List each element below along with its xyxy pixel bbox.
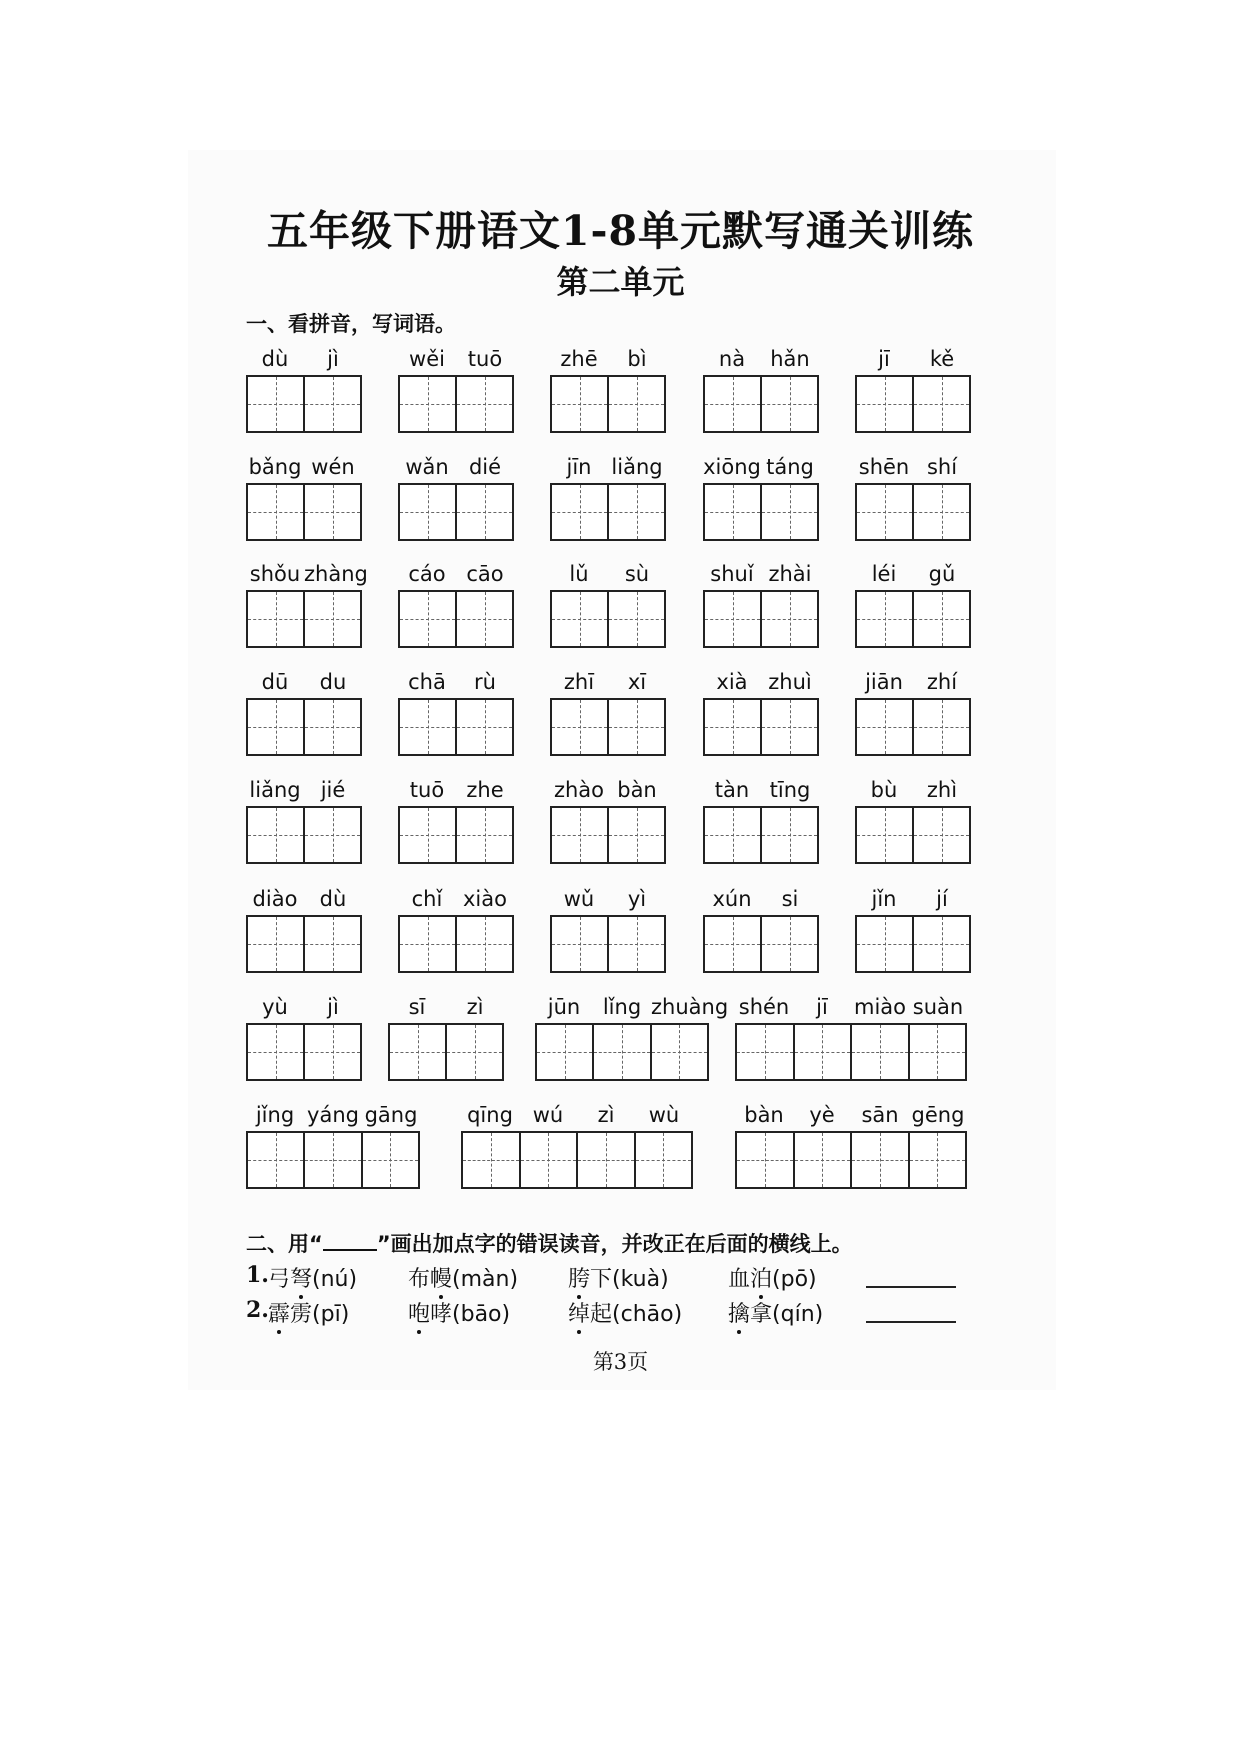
writing-boxes[interactable]	[703, 915, 819, 973]
writing-boxes[interactable]	[246, 806, 362, 864]
writing-boxes[interactable]	[398, 483, 514, 541]
word-item	[703, 347, 819, 435]
pinyin-syllable: shén	[738, 995, 790, 1019]
pinyin-syllable: zhí	[926, 670, 958, 694]
tianzige-cell[interactable]	[914, 700, 969, 754]
pinyin-syllable: zhī	[563, 670, 595, 694]
pinyin-reading: (bāo)	[452, 1302, 511, 1327]
tianzige-cell[interactable]	[578, 1133, 636, 1187]
pinyin-syllable: léi	[871, 562, 897, 586]
question-number: 1.	[246, 1262, 269, 1288]
word-item	[246, 562, 368, 650]
pinyin-syllable: zì	[597, 1103, 615, 1127]
tianzige-cell[interactable]	[457, 917, 512, 971]
pinyin-syllable: shuǐ	[710, 562, 754, 586]
pinyin-syllable: wǎn	[405, 455, 449, 479]
tianzige-cell[interactable]	[248, 592, 305, 646]
pinyin-syllable: jǐng	[255, 1103, 295, 1127]
tianzige-cell[interactable]	[795, 1133, 853, 1187]
pinyin-syllable: lǐng	[602, 995, 642, 1019]
tianzige-cell[interactable]	[400, 592, 457, 646]
word-item	[855, 670, 971, 758]
pinyin-syllable: liǎng	[611, 455, 663, 479]
tianzige-cell[interactable]	[363, 1133, 418, 1187]
pinyin-syllable: jié	[320, 778, 346, 802]
pinyin-syllable: zhì	[926, 778, 958, 802]
pinyin-syllable: shí	[926, 455, 958, 479]
tianzige-cell[interactable]	[457, 485, 512, 539]
writing-boxes[interactable]	[398, 590, 514, 648]
tianzige-cell[interactable]	[705, 917, 762, 971]
character: 拿	[750, 1302, 773, 1327]
pinyin-syllable: zhe	[466, 778, 504, 802]
word-item	[398, 347, 514, 435]
pinyin-syllable: dié	[468, 455, 502, 479]
pinyin-syllable: bàn	[617, 778, 657, 802]
word-with-reading	[568, 1297, 682, 1328]
writing-boxes[interactable]	[550, 915, 666, 973]
underline-sample	[323, 1249, 377, 1251]
tianzige-cell[interactable]	[305, 700, 360, 754]
tianzige-cell[interactable]	[552, 808, 609, 862]
tianzige-cell[interactable]	[248, 700, 305, 754]
tianzige-cell[interactable]	[552, 592, 609, 646]
word-item	[398, 778, 514, 866]
pinyin-syllable: jī	[878, 347, 890, 371]
writing-boxes[interactable]	[246, 1131, 420, 1189]
pinyin-reading: (chāo)	[612, 1302, 683, 1327]
word-item	[855, 455, 971, 543]
word-item	[461, 1103, 693, 1191]
writing-boxes[interactable]	[398, 698, 514, 756]
pinyin-syllable: zhàng	[304, 562, 368, 586]
pinyin-syllable: suàn	[912, 995, 964, 1019]
pinyin-syllable: bì	[627, 347, 647, 371]
dotted-character: 幔	[430, 1262, 452, 1293]
word-with-reading	[728, 1297, 823, 1328]
word-item	[855, 562, 971, 650]
pinyin-syllable: nà	[718, 347, 746, 371]
tianzige-cell[interactable]	[609, 808, 664, 862]
tianzige-cell[interactable]	[910, 1025, 966, 1079]
tianzige-cell[interactable]	[400, 700, 457, 754]
pinyin-syllable: cāo	[466, 562, 504, 586]
pinyin-syllable: diào	[252, 887, 298, 911]
tianzige-cell[interactable]	[552, 700, 609, 754]
pinyin-syllable: rù	[474, 670, 496, 694]
pinyin-syllable: chā	[408, 670, 446, 694]
tianzige-cell[interactable]	[705, 808, 762, 862]
word-item	[246, 347, 362, 435]
pinyin-syllable: kě	[929, 347, 955, 371]
word-item	[550, 562, 666, 650]
tianzige-cell[interactable]	[857, 485, 914, 539]
dotted-character: 擒	[728, 1297, 750, 1328]
writing-boxes[interactable]	[388, 1023, 504, 1081]
writing-boxes[interactable]	[735, 1131, 967, 1189]
pinyin-syllable: wěi	[409, 347, 445, 371]
word-item	[703, 670, 819, 758]
pinyin-syllable: wú	[532, 1103, 564, 1127]
pinyin-reading: (màn)	[452, 1267, 519, 1292]
tianzige-cell[interactable]	[305, 485, 360, 539]
writing-boxes[interactable]	[703, 375, 819, 433]
character: 血	[728, 1267, 751, 1292]
word-item	[398, 887, 514, 975]
word-item	[550, 455, 666, 543]
character: 布	[408, 1267, 431, 1292]
tianzige-cell[interactable]	[552, 485, 609, 539]
tianzige-cell[interactable]	[400, 917, 457, 971]
word-item	[550, 778, 666, 866]
pinyin-syllable: tuō	[409, 778, 445, 802]
pinyin-syllable: sī	[408, 995, 426, 1019]
pinyin-syllable: yù	[262, 995, 288, 1019]
tianzige-cell[interactable]	[552, 917, 609, 971]
dotted-character: 霹	[268, 1297, 290, 1328]
writing-boxes[interactable]	[855, 375, 971, 433]
word-item	[855, 778, 971, 866]
writing-boxes[interactable]	[855, 806, 971, 864]
pinyin-syllable: yì	[627, 887, 647, 911]
pinyin-syllable: zhē	[560, 347, 598, 371]
pinyin-syllable: bǎng	[248, 455, 302, 479]
pinyin-syllable: tàn	[714, 778, 750, 802]
tianzige-cell[interactable]	[609, 700, 664, 754]
pinyin-syllable: lǔ	[569, 562, 589, 586]
pinyin-syllable: qīng	[467, 1103, 513, 1127]
writing-boxes[interactable]	[461, 1131, 693, 1189]
pinyin-syllable: jīn	[566, 455, 592, 479]
word-item	[550, 670, 666, 758]
pinyin-syllable: xún	[712, 887, 752, 911]
pinyin-reading: (kuà)	[612, 1267, 669, 1292]
pinyin-syllable: si	[781, 887, 799, 911]
pinyin-syllable: sān	[861, 1103, 899, 1127]
pinyin-syllable: wù	[648, 1103, 680, 1127]
pinyin-reading: (pō)	[772, 1267, 817, 1292]
tianzige-cell[interactable]	[305, 1133, 362, 1187]
tianzige-cell[interactable]	[914, 592, 969, 646]
writing-boxes[interactable]	[550, 375, 666, 433]
writing-boxes[interactable]	[550, 590, 666, 648]
writing-boxes[interactable]	[398, 915, 514, 973]
pinyin-syllable: xià	[716, 670, 748, 694]
tianzige-cell[interactable]	[609, 917, 664, 971]
answer-blank[interactable]	[866, 1286, 956, 1288]
writing-boxes[interactable]	[550, 483, 666, 541]
word-item	[703, 562, 819, 650]
pinyin-syllable: shēn	[858, 455, 910, 479]
tianzige-cell[interactable]	[914, 377, 969, 431]
tianzige-cell[interactable]	[400, 485, 457, 539]
word-with-reading	[408, 1297, 510, 1328]
word-item	[246, 778, 362, 866]
tianzige-cell[interactable]	[762, 808, 817, 862]
pinyin-syllable: zhào	[553, 778, 605, 802]
pinyin-syllable: du	[319, 670, 347, 694]
word-item	[550, 347, 666, 435]
pinyin-syllable: gāng	[364, 1103, 418, 1127]
word-item	[535, 995, 729, 1083]
tianzige-cell[interactable]	[537, 1025, 594, 1079]
tianzige-cell[interactable]	[305, 808, 360, 862]
pinyin-syllable: jǐn	[871, 887, 897, 911]
tianzige-cell[interactable]	[795, 1025, 853, 1079]
pinyin-syllable: zhài	[768, 562, 812, 586]
pinyin-syllable: wǔ	[563, 887, 595, 911]
writing-boxes[interactable]	[735, 1023, 967, 1081]
pinyin-reading: (qín)	[772, 1302, 824, 1327]
tianzige-cell[interactable]	[248, 377, 305, 431]
word-item	[246, 1103, 420, 1191]
tianzige-cell[interactable]	[248, 917, 305, 971]
writing-boxes[interactable]	[535, 1023, 709, 1081]
word-item	[246, 455, 362, 543]
dotted-character: 泊	[750, 1262, 772, 1293]
tianzige-cell[interactable]	[857, 917, 914, 971]
pinyin-syllable: táng	[766, 455, 814, 479]
page-title: 五年级下册语文1-8单元默写通关训练	[266, 207, 975, 255]
dotted-character: 绰	[568, 1297, 590, 1328]
writing-boxes[interactable]	[855, 590, 971, 648]
tianzige-cell[interactable]	[594, 1025, 651, 1079]
page-number: 第3页	[592, 1350, 649, 1374]
pinyin-syllable: jì	[327, 347, 339, 371]
tianzige-cell[interactable]	[857, 700, 914, 754]
word-with-reading	[268, 1262, 357, 1293]
tianzige-cell[interactable]	[857, 377, 914, 431]
word-item	[550, 887, 666, 975]
tianzige-cell[interactable]	[857, 592, 914, 646]
pinyin-syllable: zhuàng	[651, 995, 729, 1019]
word-with-reading	[408, 1262, 518, 1293]
pinyin-syllable: hǎn	[770, 347, 810, 371]
pinyin-syllable: cáo	[408, 562, 446, 586]
question-row	[246, 1262, 966, 1296]
tianzige-cell[interactable]	[609, 485, 664, 539]
answer-blank[interactable]	[866, 1321, 956, 1323]
word-item	[735, 1103, 967, 1191]
writing-boxes[interactable]	[246, 375, 362, 433]
pinyin-syllable: tīng	[769, 778, 811, 802]
tianzige-cell[interactable]	[705, 377, 762, 431]
writing-boxes[interactable]	[246, 915, 362, 973]
dotted-character: 弩	[290, 1262, 312, 1293]
character: 哮	[430, 1302, 453, 1327]
character: 弓	[268, 1267, 291, 1292]
question-number: 2.	[246, 1297, 269, 1323]
pinyin-syllable: jí	[936, 887, 948, 911]
tianzige-cell[interactable]	[305, 592, 360, 646]
pinyin-syllable: bàn	[744, 1103, 784, 1127]
pinyin-syllable: yè	[809, 1103, 835, 1127]
pinyin-syllable: jūn	[547, 995, 581, 1019]
pinyin-syllable: zì	[466, 995, 484, 1019]
pinyin-syllable: wén	[311, 455, 355, 479]
writing-boxes[interactable]	[246, 698, 362, 756]
tianzige-cell[interactable]	[463, 1133, 521, 1187]
tianzige-cell[interactable]	[457, 592, 512, 646]
tianzige-cell[interactable]	[457, 700, 512, 754]
writing-boxes[interactable]	[550, 806, 666, 864]
question-row	[246, 1297, 966, 1331]
pinyin-syllable: chǐ	[411, 887, 443, 911]
pinyin-syllable: xī	[627, 670, 647, 694]
writing-boxes[interactable]	[246, 1023, 362, 1081]
section-1-heading: 一、看拼音，写词语。	[246, 312, 456, 336]
tianzige-cell[interactable]	[852, 1133, 910, 1187]
section-2-heading-post: ”画出加点字的错误读音，并改正在后面的横线上。	[376, 1232, 853, 1256]
pinyin-syllable: xiōng	[703, 455, 761, 479]
tianzige-cell[interactable]	[400, 808, 457, 862]
writing-boxes[interactable]	[550, 698, 666, 756]
tianzige-cell[interactable]	[857, 808, 914, 862]
writing-boxes[interactable]	[398, 806, 514, 864]
tianzige-cell[interactable]	[609, 592, 664, 646]
tianzige-cell[interactable]	[762, 700, 817, 754]
tianzige-cell[interactable]	[910, 1133, 966, 1187]
pinyin-syllable: jiān	[865, 670, 903, 694]
unit-subtitle: 第二单元	[556, 263, 685, 301]
writing-boxes[interactable]	[855, 915, 971, 973]
pinyin-syllable: jì	[327, 995, 339, 1019]
word-item	[398, 670, 514, 758]
character: 雳	[290, 1302, 313, 1327]
pinyin-syllable: miào	[853, 995, 906, 1019]
word-item	[398, 455, 514, 543]
tianzige-cell[interactable]	[248, 485, 305, 539]
word-item	[246, 887, 362, 975]
tianzige-cell[interactable]	[248, 1133, 305, 1187]
tianzige-cell[interactable]	[914, 808, 969, 862]
tianzige-cell[interactable]	[762, 377, 817, 431]
pinyin-syllable: sù	[624, 562, 650, 586]
tianzige-cell[interactable]	[762, 485, 817, 539]
word-item	[388, 995, 504, 1083]
tianzige-cell[interactable]	[737, 1025, 795, 1079]
pinyin-syllable: gǔ	[928, 562, 956, 586]
tianzige-cell[interactable]	[248, 808, 305, 862]
word-with-reading	[728, 1262, 817, 1293]
writing-boxes[interactable]	[246, 590, 362, 648]
writing-boxes[interactable]	[855, 483, 971, 541]
writing-boxes[interactable]	[703, 806, 819, 864]
tianzige-cell[interactable]	[914, 485, 969, 539]
tianzige-cell[interactable]	[305, 1025, 360, 1079]
pinyin-syllable: jī	[816, 995, 828, 1019]
tianzige-cell[interactable]	[305, 917, 360, 971]
tianzige-cell[interactable]	[762, 592, 817, 646]
word-item	[735, 995, 967, 1083]
dotted-character: 胯	[568, 1262, 590, 1293]
pinyin-syllable: yáng	[307, 1103, 359, 1127]
tianzige-cell[interactable]	[636, 1133, 692, 1187]
pinyin-reading: (nú)	[312, 1267, 358, 1292]
tianzige-cell[interactable]	[390, 1025, 447, 1079]
section-2-heading	[246, 1228, 853, 1258]
tianzige-cell[interactable]	[521, 1133, 579, 1187]
pinyin-syllable: tuō	[467, 347, 503, 371]
word-item	[703, 778, 819, 866]
pinyin-syllable: shǒu	[249, 562, 301, 586]
writing-boxes[interactable]	[246, 483, 362, 541]
word-with-reading	[568, 1262, 669, 1293]
tianzige-cell[interactable]	[762, 917, 817, 971]
tianzige-cell[interactable]	[705, 485, 762, 539]
word-item	[855, 887, 971, 975]
word-item	[398, 562, 514, 650]
writing-boxes[interactable]	[703, 698, 819, 756]
tianzige-cell[interactable]	[457, 377, 512, 431]
word-item	[703, 887, 819, 975]
pinyin-syllable: dù	[261, 347, 289, 371]
pinyin-syllable: bù	[870, 778, 898, 802]
writing-boxes[interactable]	[703, 483, 819, 541]
pinyin-syllable: xiào	[463, 887, 507, 911]
tianzige-cell[interactable]	[705, 700, 762, 754]
tianzige-cell[interactable]	[248, 1025, 305, 1079]
pinyin-syllable: gēng	[911, 1103, 965, 1127]
writing-boxes[interactable]	[855, 698, 971, 756]
tianzige-cell[interactable]	[447, 1025, 502, 1079]
writing-boxes[interactable]	[703, 590, 819, 648]
pinyin-reading: (pī)	[312, 1302, 350, 1327]
tianzige-cell[interactable]	[914, 917, 969, 971]
tianzige-cell[interactable]	[400, 377, 457, 431]
writing-boxes[interactable]	[398, 375, 514, 433]
tianzige-cell[interactable]	[705, 592, 762, 646]
word-item	[246, 670, 362, 758]
character: 下	[590, 1267, 613, 1292]
tianzige-cell[interactable]	[652, 1025, 707, 1079]
word-item	[246, 995, 362, 1083]
tianzige-cell[interactable]	[457, 808, 512, 862]
pinyin-syllable: zhuì	[768, 670, 812, 694]
pinyin-syllable: dū	[261, 670, 289, 694]
dotted-character: 咆	[408, 1297, 430, 1328]
tianzige-cell[interactable]	[609, 377, 664, 431]
tianzige-cell[interactable]	[552, 377, 609, 431]
tianzige-cell[interactable]	[737, 1133, 795, 1187]
tianzige-cell[interactable]	[305, 377, 360, 431]
section-2-heading-pre: 二、用“	[246, 1232, 323, 1256]
word-with-reading	[268, 1297, 349, 1328]
pinyin-syllable: dù	[319, 887, 347, 911]
word-item	[703, 455, 819, 543]
pinyin-syllable: liǎng	[249, 778, 301, 802]
tianzige-cell[interactable]	[852, 1025, 910, 1079]
character: 起	[590, 1302, 613, 1327]
word-item	[855, 347, 971, 435]
